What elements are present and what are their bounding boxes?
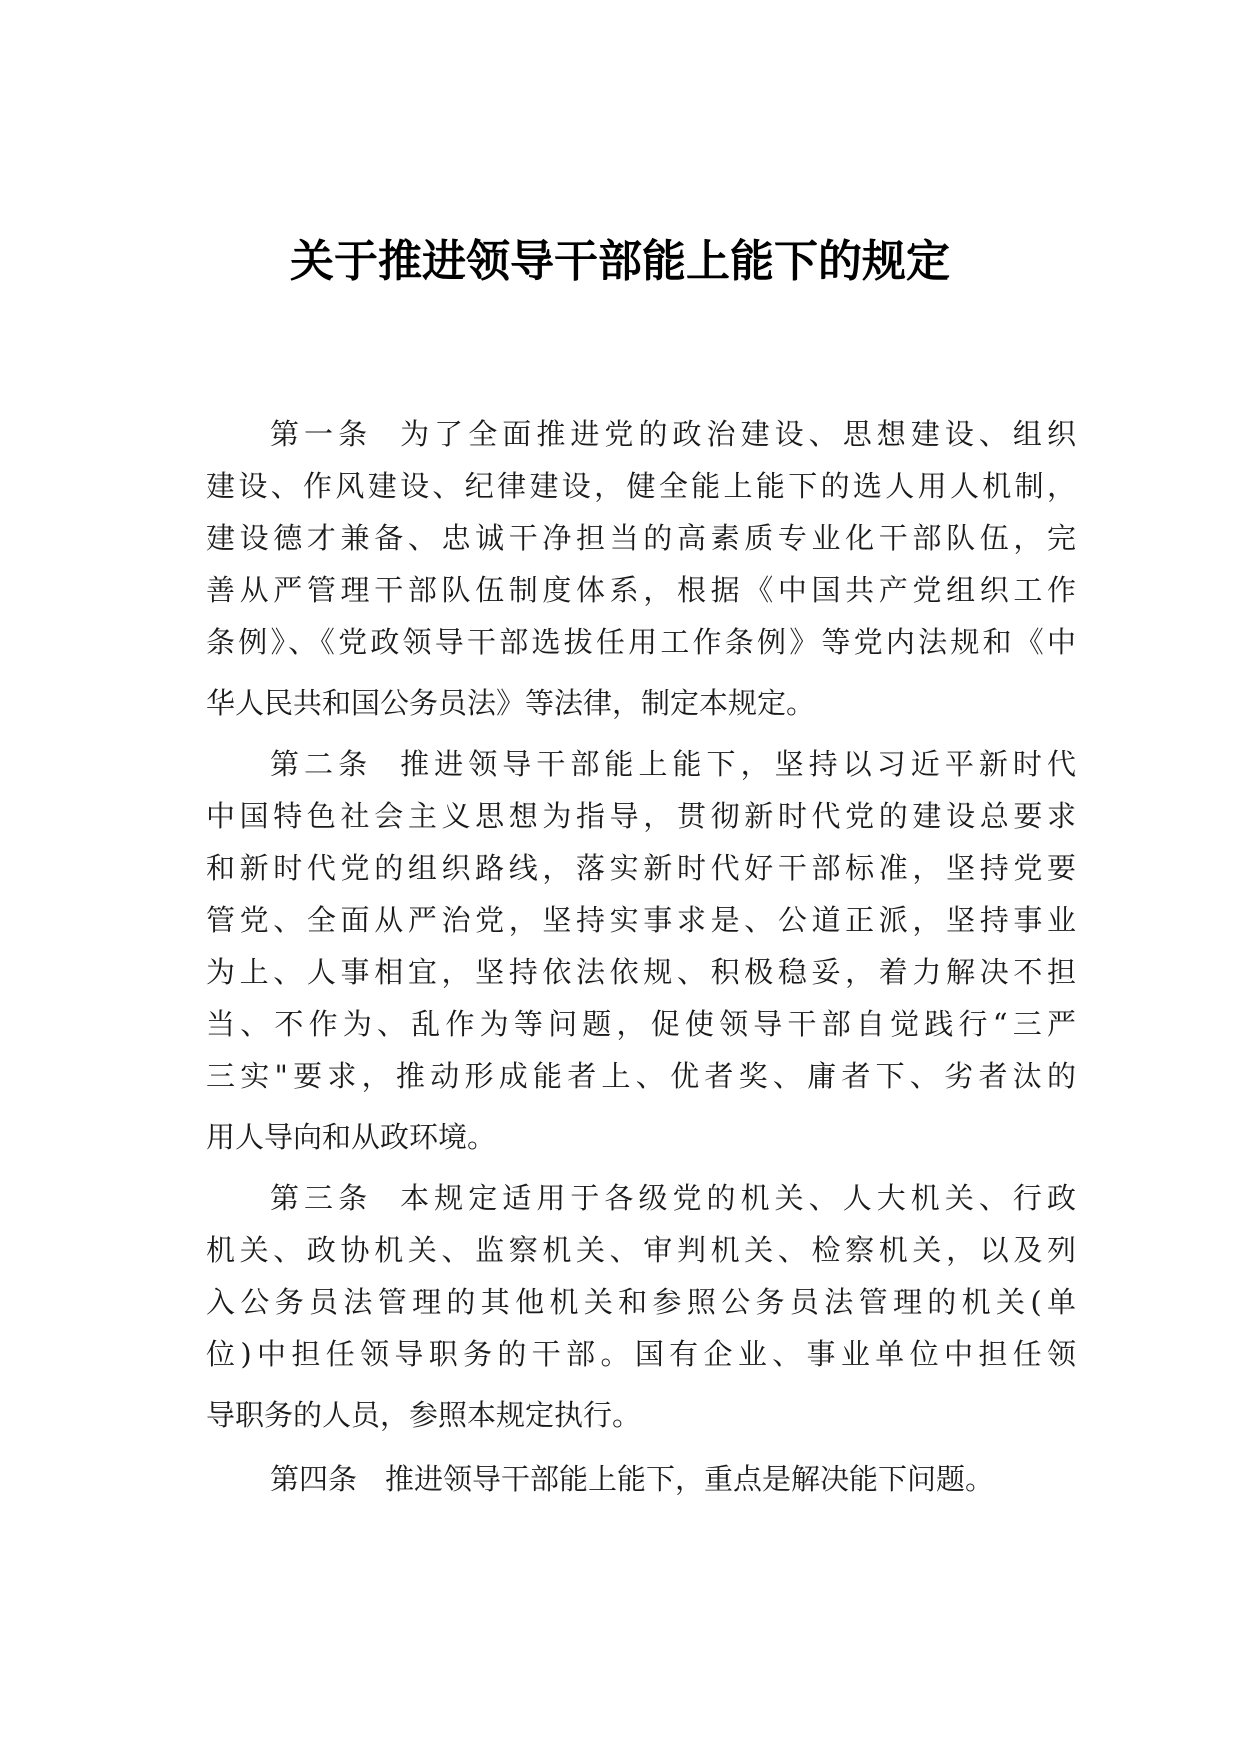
article-number: 第四条 [270,1462,358,1496]
article-number: 第二条 [270,747,373,781]
article-line: 和新时代党的组织路线，落实新时代好干部标准，坚持党要 [206,851,1076,885]
article-3 [206,1172,1076,1444]
article-number: 第三条 [270,1181,373,1215]
article-line: 华人民共和国公务员法》等法律，制定本规定。 [206,686,816,720]
article-line: 第一条 为了全面推进党的政治建设、思想建设、组织 [270,417,1076,451]
article-line: 条例》、《党政领导干部选拔任用工作条例》等党内法规和《中 [206,625,1076,659]
article-line: 当、不作为、乱作为等问题，促使领导干部自觉践行“三严 [206,1007,1076,1041]
article-line: 建设、作风建设、纪律建设，健全能上能下的选人用人机制， [206,469,1076,503]
article-line: 三实"要求，推动形成能者上、优者奖、庸者下、劣者汰的 [206,1059,1076,1093]
article-line: 位)中担任领导职务的干部。国有企业、事业单位中担任领 [206,1337,1076,1371]
article-line: 建设德才兼备、忠诚干净担当的高素质专业化干部队伍，完 [206,521,1076,555]
document-title: 关于推进领导干部能上能下的规定 [290,236,950,287]
article-line: 中国特色社会主义思想为指导，贯彻新时代党的建设总要求 [206,799,1076,833]
article-line: 善从严管理干部队伍制度体系，根据《中国共产党组织工作 [206,573,1076,607]
article-line: 第三条 本规定适用于各级党的机关、人大机关、行政 [270,1181,1076,1215]
article-line: 第二条 推进领导干部能上能下，坚持以习近平新时代 [270,747,1076,781]
article-4 [206,1450,1076,1508]
document-body [206,408,1076,1514]
article-2 [206,738,1076,1166]
article-number: 第一条 [270,417,373,451]
article-line: 第四条 推进领导干部能上能下，重点是解决能下问题。 [270,1462,995,1496]
article-line: 用人导向和从政环境。 [206,1120,497,1154]
article-line: 为上、人事相宜，坚持依法依规、积极稳妥，着力解决不担 [206,955,1076,989]
article-line: 管党、全面从严治党，坚持实事求是、公道正派，坚持事业 [206,903,1076,937]
article-line: 入公务员法管理的其他机关和参照公务员法管理的机关(单 [206,1285,1076,1319]
article-line: 导职务的人员，参照本规定执行。 [206,1398,642,1432]
article-line: 机关、政协机关、监察机关、审判机关、检察机关，以及列 [206,1233,1076,1267]
article-1 [206,408,1076,732]
